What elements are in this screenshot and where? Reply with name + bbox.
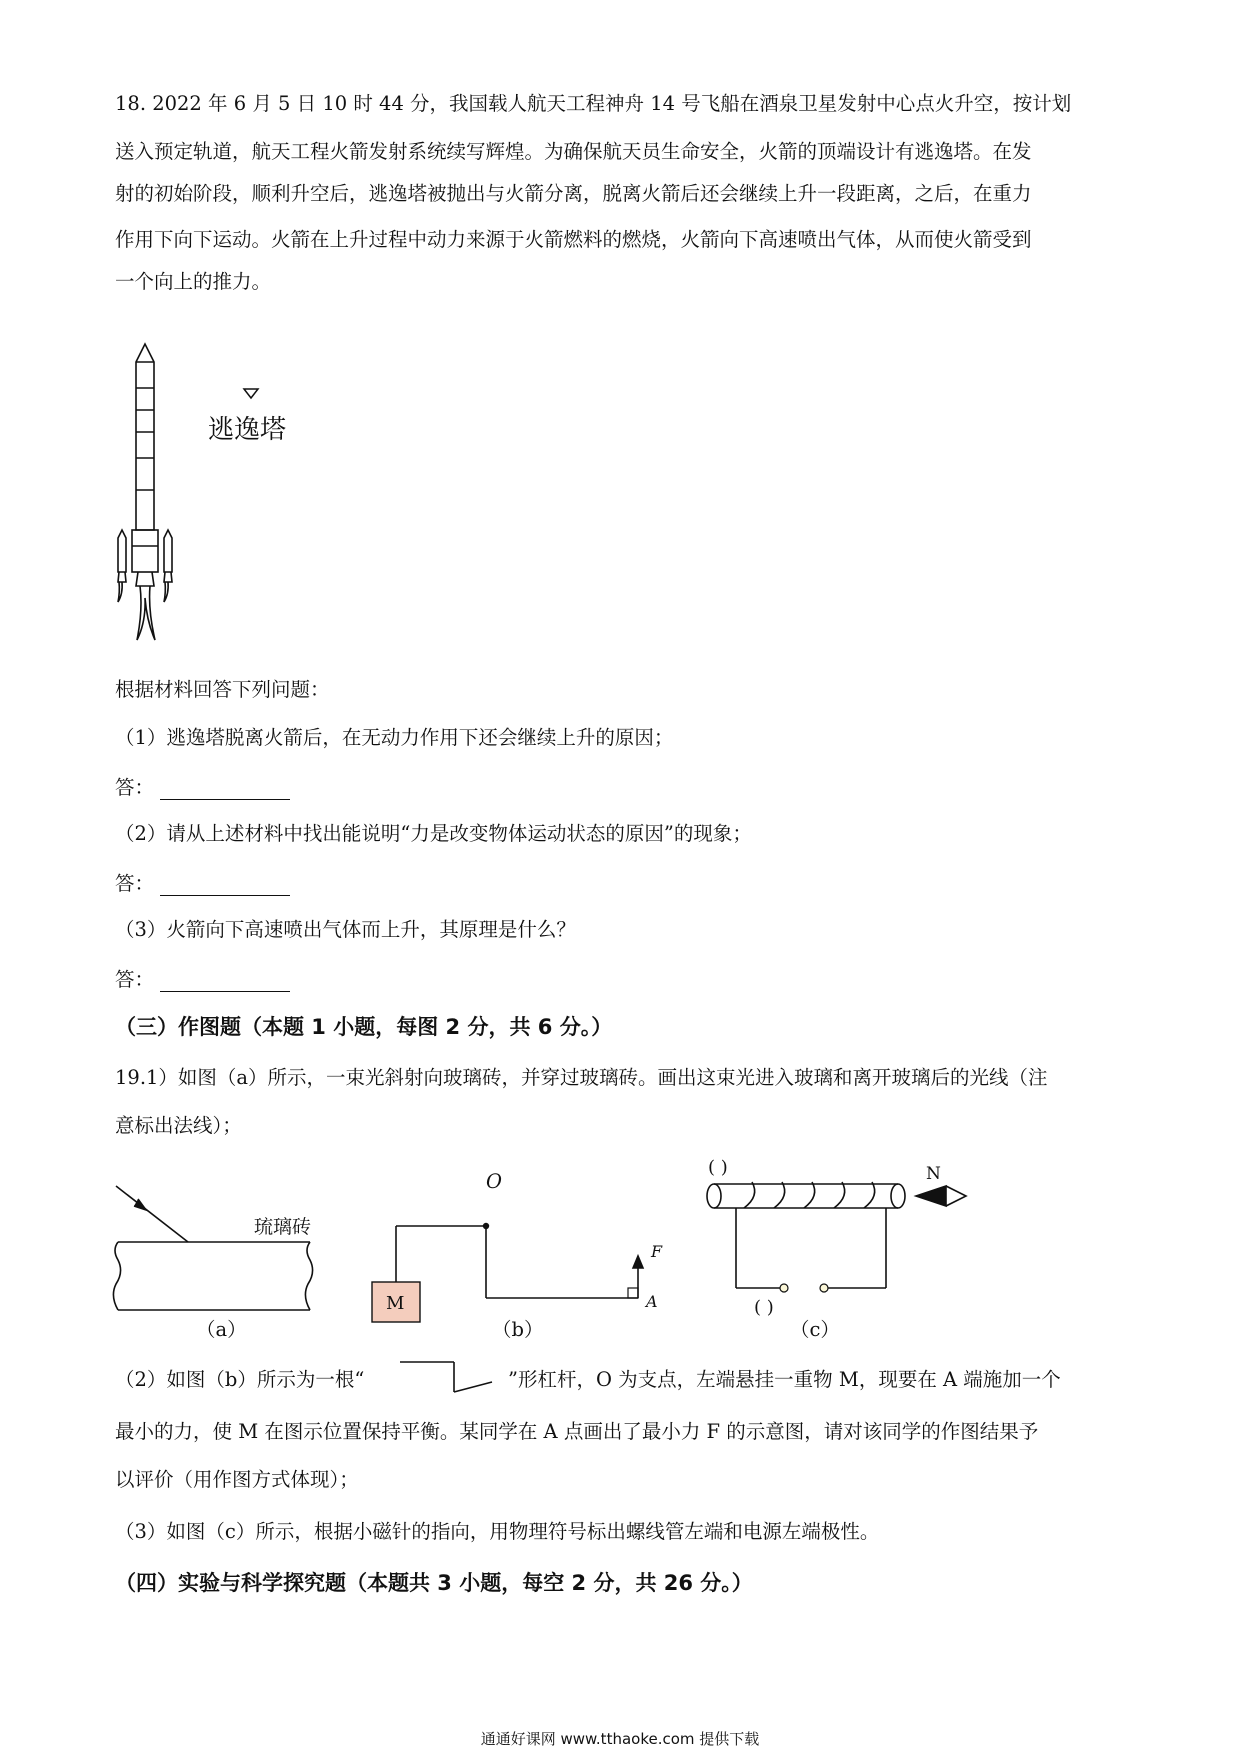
- figure-a-glass-brick: [110, 1180, 340, 1320]
- weight-label-m: M: [386, 1293, 405, 1314]
- point-label-a: A: [646, 1292, 658, 1311]
- answer-row-3: [115, 968, 290, 992]
- q18-prompt: 根据材料回答下列问题：: [115, 678, 330, 701]
- q18-sub-1: （1）逃逸塔脱离火箭后，在无动力作用下还会继续上升的原因；: [115, 726, 674, 749]
- figure-c-solenoid: [700, 1170, 980, 1320]
- answer-label: 答：: [115, 968, 155, 991]
- force-label-f: F: [651, 1242, 663, 1261]
- escape-tower-label: 逃逸塔: [208, 415, 287, 445]
- answer-blank-3[interactable]: [160, 973, 290, 992]
- glass-brick-label: 琉璃砖: [254, 1216, 312, 1238]
- rocket-figure: [110, 340, 180, 660]
- q19-sub-2-line-3: 以评价（用作图方式体现）；: [115, 1468, 359, 1491]
- section-4-heading: （四）实验与科学探究题（本题共 3 小题，每空 2 分，共 26 分。）: [115, 1571, 753, 1595]
- battery-left-pole-blank[interactable]: ( ): [754, 1297, 774, 1318]
- answer-row-1: [115, 776, 290, 800]
- figure-a-caption: （a）: [196, 1318, 247, 1341]
- q18-line-4: 作用下向下运动。火箭在上升过程中动力来源于火箭燃料的燃烧，火箭向下高速喷出气体，从而使火箭受到: [115, 228, 1032, 251]
- pivot-label-o: O: [486, 1170, 502, 1193]
- q19-sub-2-part-2: ”形杠杆，O 为支点，左端悬挂一重物 M，现要在 A 端施加一个: [508, 1368, 1061, 1391]
- page-footer: 通通好课网 www.tthaoke.com 提供下载: [480, 1730, 760, 1748]
- q18-line-5: 一个向上的推力。: [115, 270, 272, 293]
- answer-row-2: [115, 872, 290, 896]
- q18-sub-2: （2）请从上述材料中找出能说明“力是改变物体运动状态的原因”的现象；: [115, 822, 752, 845]
- figure-c-caption: （c）: [790, 1318, 840, 1341]
- q19-sub-3: （3）如图（c）所示，根据小磁针的指向，用物理符号标出螺线管左端和电源左端极性。: [115, 1520, 880, 1543]
- figure-b-lever: [360, 1200, 663, 1330]
- answer-label: 答：: [115, 872, 155, 895]
- q18-line-2: 送入预定轨道，航天工程火箭发射系统续写辉煌。为确保航天员生命安全，火箭的顶端设计有逃逸塔。在发: [115, 140, 1032, 163]
- figure-b-caption: （b）: [492, 1318, 544, 1341]
- triangle-marker-icon: [243, 388, 259, 400]
- section-3-heading: （三）作图题（本题 1 小题，每图 2 分，共 6 分。）: [115, 1015, 613, 1039]
- q18-line-3: 射的初始阶段，顺利升空后，逃逸塔被抛出与火箭分离，脱离火箭后还会继续上升一段距离，之后，在重力: [115, 182, 1032, 205]
- answer-label: 答：: [115, 776, 155, 799]
- q19-line-2: 意标出法线）；: [115, 1114, 242, 1137]
- solenoid-left-pole-blank[interactable]: ( ): [708, 1157, 728, 1178]
- q19-sub-2-line-2: 最小的力，使 M 在图示位置保持平衡。某同学在 A 点画出了最小力 F 的示意图，请对该同学的作图结果予: [115, 1420, 1039, 1443]
- q19-sub-2-part-1: （2）如图（b）所示为一根“: [115, 1368, 365, 1391]
- q19-line-1: 19.1）如图（a）所示，一束光斜射向玻璃砖，并穿过玻璃砖。画出这束光进入玻璃和离开玻璃后的光线（注: [115, 1066, 1048, 1089]
- z-lever-shape-icon: [398, 1358, 498, 1398]
- q18-sub-3: （3）火箭向下高速喷出气体而上升，其原理是什么？: [115, 918, 576, 941]
- needle-north-label: N: [926, 1164, 941, 1184]
- q18-line-1: 18. 2022 年 6 月 5 日 10 时 44 分，我国载人航天工程神舟 14 号飞船在酒泉卫星发射中心点火升空，按计划: [115, 92, 1072, 115]
- answer-blank-2[interactable]: [160, 877, 290, 896]
- answer-blank-1[interactable]: [160, 781, 290, 800]
